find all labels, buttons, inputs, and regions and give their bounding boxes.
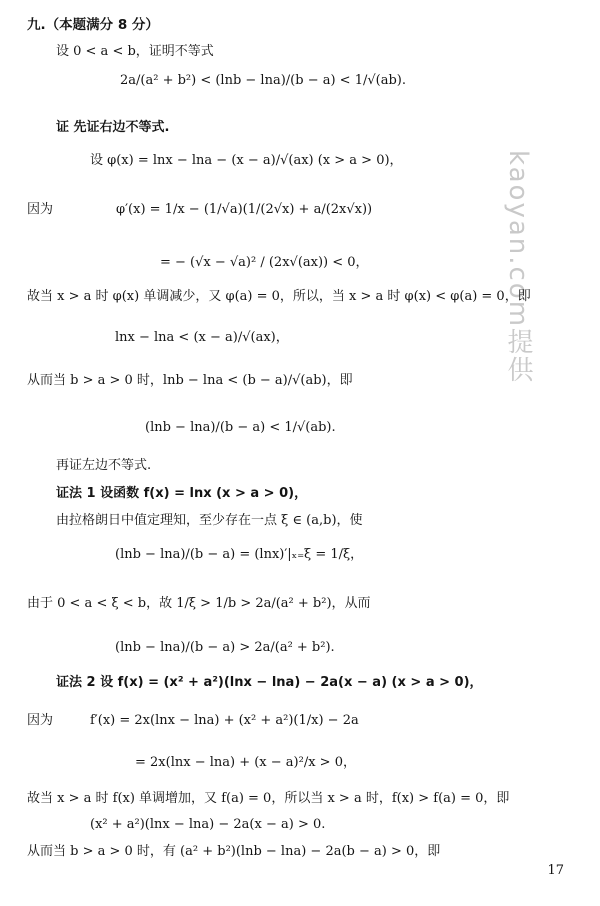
text-line-conclude-4: 从而当 b > a > 0 时，有 (a² + b²)(lnb − lna) − 2a(b − a) > 0，即 <box>27 844 441 859</box>
text-line-method-1: 证法 1 设函数 f(x) = lnx (x > a > 0)， <box>56 486 308 501</box>
text-line-ineq-4: (x² + a²)(lnx − lna) − 2a(x − a) > 0. <box>90 817 326 832</box>
text-line-proof-start: 证 先证右边不等式. <box>56 120 170 135</box>
text-line-ineq-1: lnx − lna < (x − a)/√(ax)， <box>115 330 289 345</box>
text-line-lagrange: 由拉格朗日中值定理知，至少存在一点 ξ ∈ (a,b)，使 <box>56 513 363 528</box>
text-line-phi-prime-2: = − (√x − √a)² / (2x√(ax)) < 0， <box>160 255 369 270</box>
text-line-because-2: 因为 <box>27 713 54 728</box>
text-line-ineq-3: (lnb − lna)/(b − a) > 2a/(a² + b²). <box>115 640 335 655</box>
text-line-conclude-3: 故当 x > a 时 f(x) 单调增加，又 f(a) = 0，所以当 x > a 时，f(x) > f(a) = 0，即 <box>27 791 510 806</box>
text-line-since-xi: 由于 0 < a < ξ < b，故 1/ξ > 1/b > 2a/(a² + b²)，从而 <box>27 596 371 611</box>
text-line-f-prime: f′(x) = 2x(lnx − lna) + (x² + a²)(1/x) − 2a <box>90 713 359 728</box>
text-line-f-prime-2: = 2x(lnx − lna) + (x − a)²/x > 0， <box>135 755 356 770</box>
text-line-ineq-2: (lnb − lna)/(b − a) < 1/√(ab). <box>145 420 336 435</box>
text-line-heading: 九.（本题满分 8 分） <box>27 17 159 33</box>
text-line-problem-ineq: 2a/(a² + b²) < (lnb − lna)/(b − a) < 1/√(ab). <box>120 73 406 88</box>
watermark-text: kaoyan.com提供 <box>503 150 533 385</box>
text-line-conclude-2: 从而当 b > a > 0 时，lnb − lna < (b − a)/√(ab)，即 <box>27 373 353 388</box>
text-line-left-side: 再证左边不等式. <box>56 458 152 473</box>
text-line-problem: 设 0 < a < b，证明不等式 <box>56 44 214 59</box>
text-line-phi-prime: φ′(x) = 1/x − (1/√a)(1/(2√x) + a/(2x√x)) <box>116 202 373 217</box>
text-line-method-2: 证法 2 设 f(x) = (x² + a²)(lnx − lna) − 2a(x − a) (x > a > 0)， <box>56 675 483 690</box>
text-line-conclude-1: 故当 x > a 时 φ(x) 单调减少，又 φ(a) = 0，所以，当 x > a 时 φ(x) < φ(a) = 0，即 <box>27 289 531 304</box>
page-number: 17 <box>547 863 564 878</box>
text-line-because-1: 因为 <box>27 202 54 217</box>
text-line-def-phi: 设 φ(x) = lnx − lna − (x − a)/√(ax) (x > a > 0)， <box>90 153 403 168</box>
text-line-mvt: (lnb − lna)/(b − a) = (lnx)′|ₓ₌ξ = 1/ξ， <box>115 547 364 562</box>
